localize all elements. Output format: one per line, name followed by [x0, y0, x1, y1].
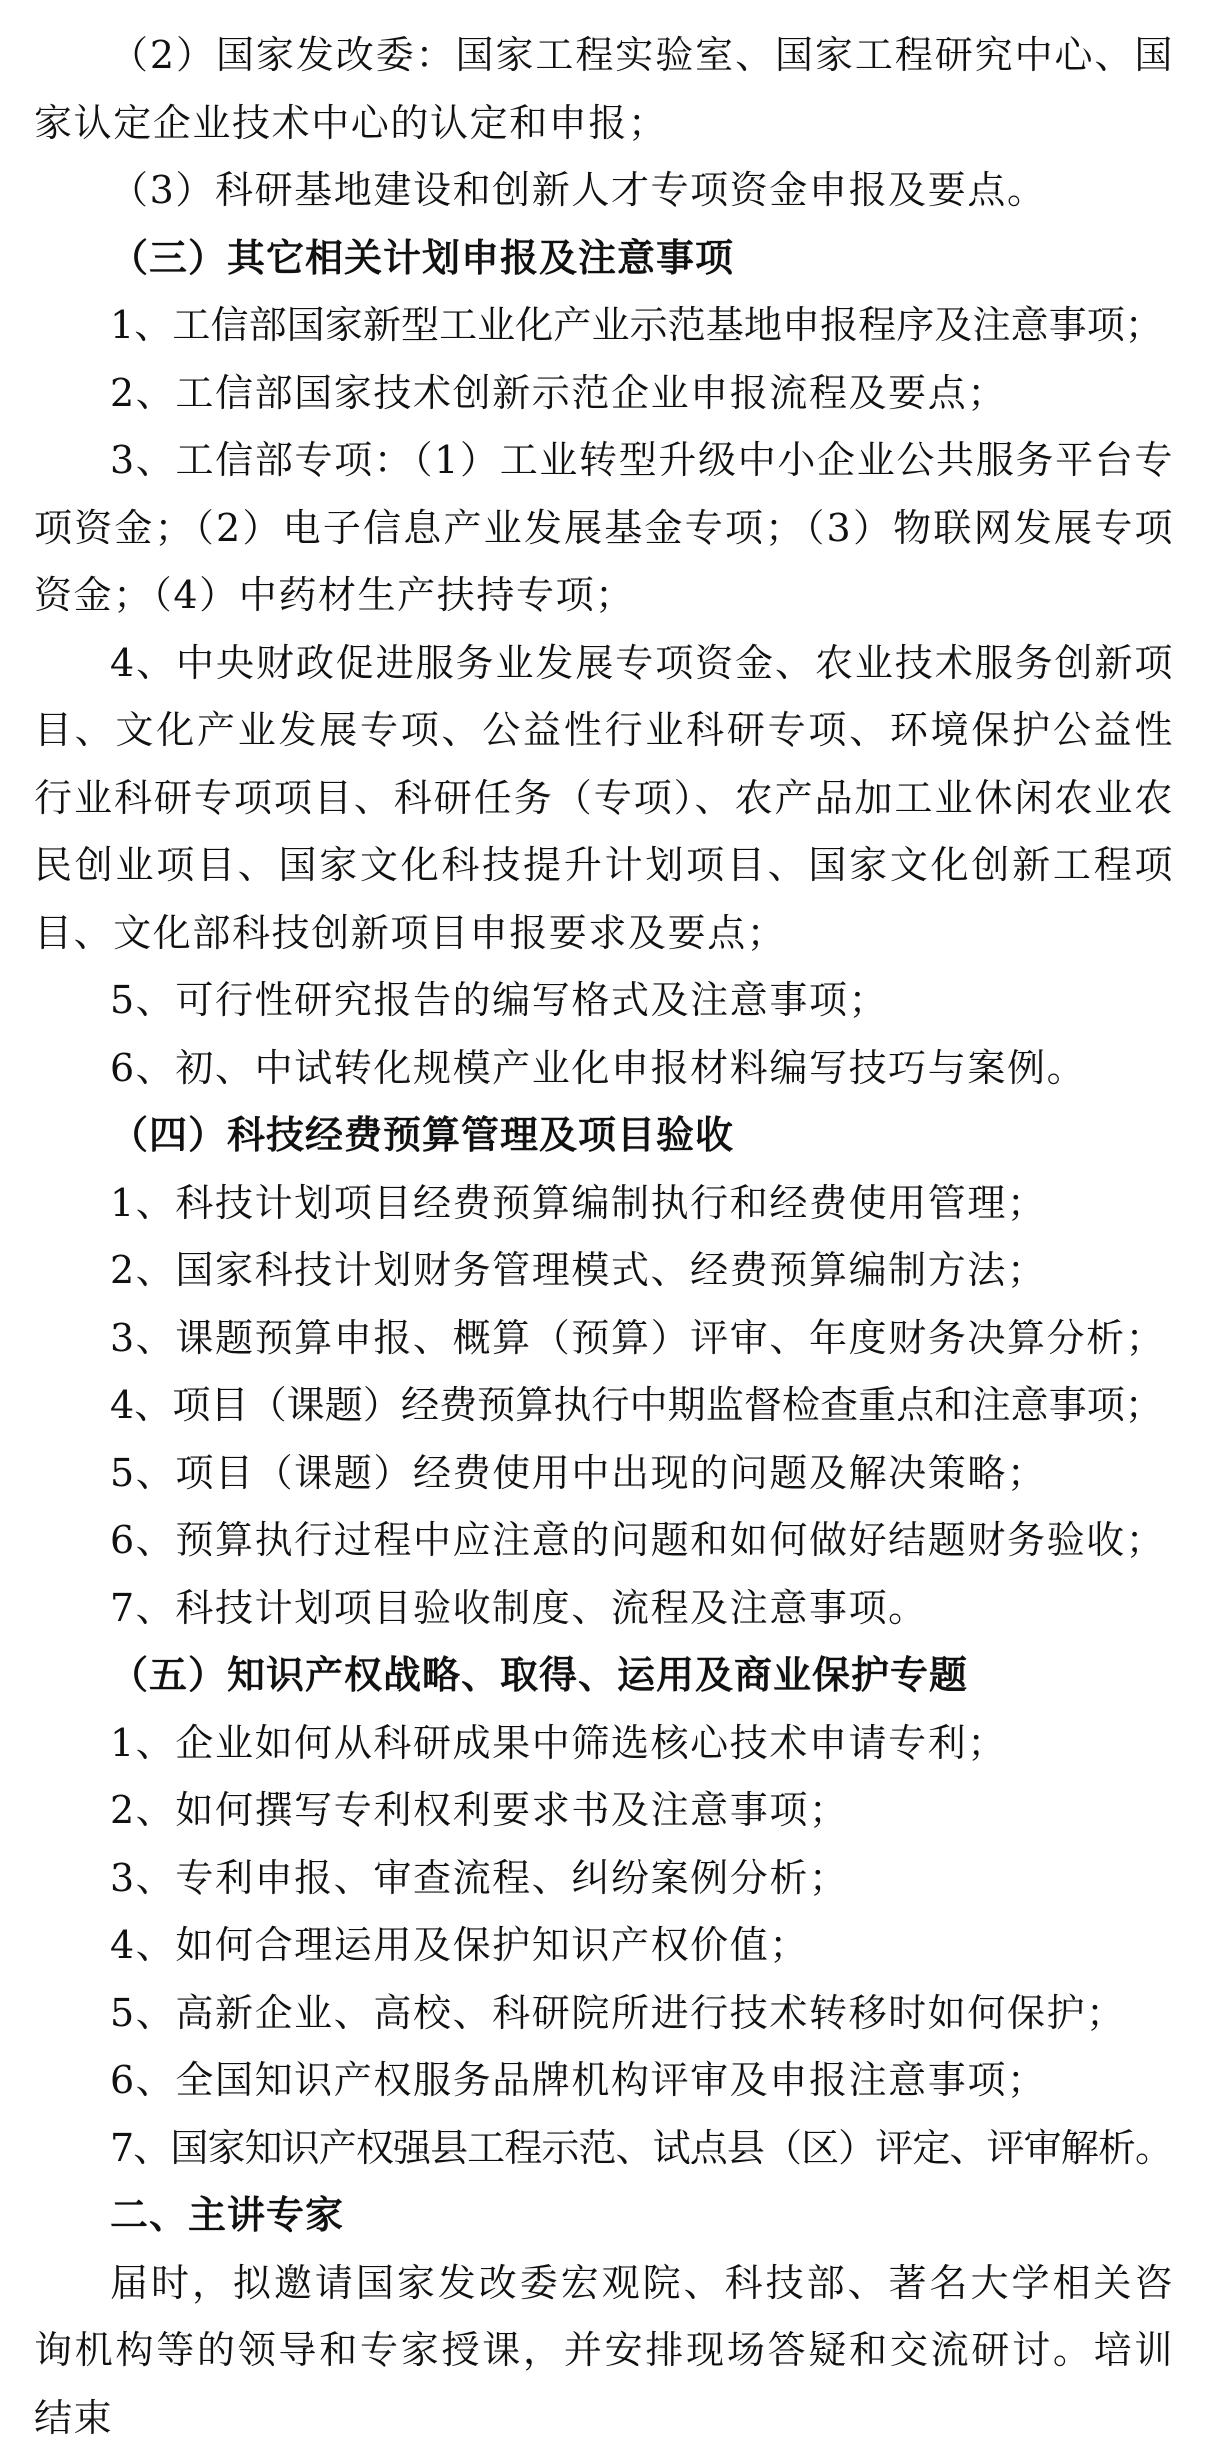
- section-heading-lecturers: 二、主讲专家: [34, 2182, 1174, 2250]
- paragraph-miit-special-funds: 3、工信部专项：（1）工业转型升级中小企业公共服务平台专项资金；（2）电子信息产业发展基金专项；（3）物联网发展专项资金；（4）中药材生产扶持专项；: [34, 427, 1174, 630]
- list-item: 7、国家知识产权强县工程示范、试点县（区）评定、评审解析。: [34, 2115, 1174, 2183]
- list-item: 5、项目（课题）经费使用中出现的问题及解决策略；: [34, 1440, 1174, 1508]
- list-item: 6、预算执行过程中应注意的问题和如何做好结题财务验收；: [34, 1507, 1174, 1575]
- list-item: 2、如何撰写专利权利要求书及注意事项；: [34, 1777, 1174, 1845]
- section-heading-intellectual-property: （五）知识产权战略、取得、运用及商业保护专题: [34, 1642, 1174, 1710]
- list-item: 7、科技计划项目验收制度、流程及注意事项。: [34, 1575, 1174, 1643]
- list-item: 2、工信部国家技术创新示范企业申报流程及要点；: [34, 360, 1174, 428]
- list-item: 5、可行性研究报告的编写格式及注意事项；: [34, 967, 1174, 1035]
- paragraph-central-finance-projects: 4、中央财政促进服务业发展专项资金、农业技术服务创新项目、文化产业发展专项、公益性行业科研专项、环境保护公益性行业科研专项项目、科研任务（专项）、农产品加工业休闲农业农民创业项目、国家文化科技提升计划项目、国家文化创新工程项目、文化部科技创新项目申报要求及要点；: [34, 630, 1174, 968]
- list-item: 1、工信部国家新型工业化产业示范基地申报程序及注意事项；: [34, 292, 1174, 360]
- list-item: 6、初、中试转化规模产业化申报材料编写技巧与案例。: [34, 1035, 1174, 1103]
- list-item: 6、全国知识产权服务品牌机构评审及申报注意事项；: [34, 2047, 1174, 2115]
- list-item: 3、专利申报、审查流程、纠纷案例分析；: [34, 1845, 1174, 1913]
- list-item: 1、企业如何从科研成果中筛选核心技术申请专利；: [34, 1710, 1174, 1778]
- list-item: 5、高新企业、高校、科研院所进行技术转移时如何保护；: [34, 1980, 1174, 2048]
- list-item: 2、国家科技计划财务管理模式、经费预算编制方法；: [34, 1237, 1174, 1305]
- list-item: 4、如何合理运用及保护知识产权价值；: [34, 1912, 1174, 1980]
- list-item: （3）科研基地建设和创新人才专项资金申报及要点。: [34, 157, 1174, 225]
- paragraph-ndrc-centers: （2）国家发改委：国家工程实验室、国家工程研究中心、国家认定企业技术中心的认定和申报；: [34, 22, 1174, 157]
- list-item: 3、课题预算申报、概算（预算）评审、年度财务决算分析；: [34, 1305, 1174, 1373]
- section-heading-other-plans: （三）其它相关计划申报及注意事项: [34, 225, 1174, 293]
- list-item: 4、项目（课题）经费预算执行中期监督检查重点和注意事项；: [34, 1372, 1174, 1440]
- paragraph-invited-experts: 届时，拟邀请国家发改委宏观院、科技部、著名大学相关咨询机构等的领导和专家授课，并安排现场答疑和交流研讨。培训结束: [34, 2250, 1174, 2452]
- section-heading-budget-management: （四）科技经费预算管理及项目验收: [34, 1102, 1174, 1170]
- list-item: 1、科技计划项目经费预算编制执行和经费使用管理；: [34, 1170, 1174, 1238]
